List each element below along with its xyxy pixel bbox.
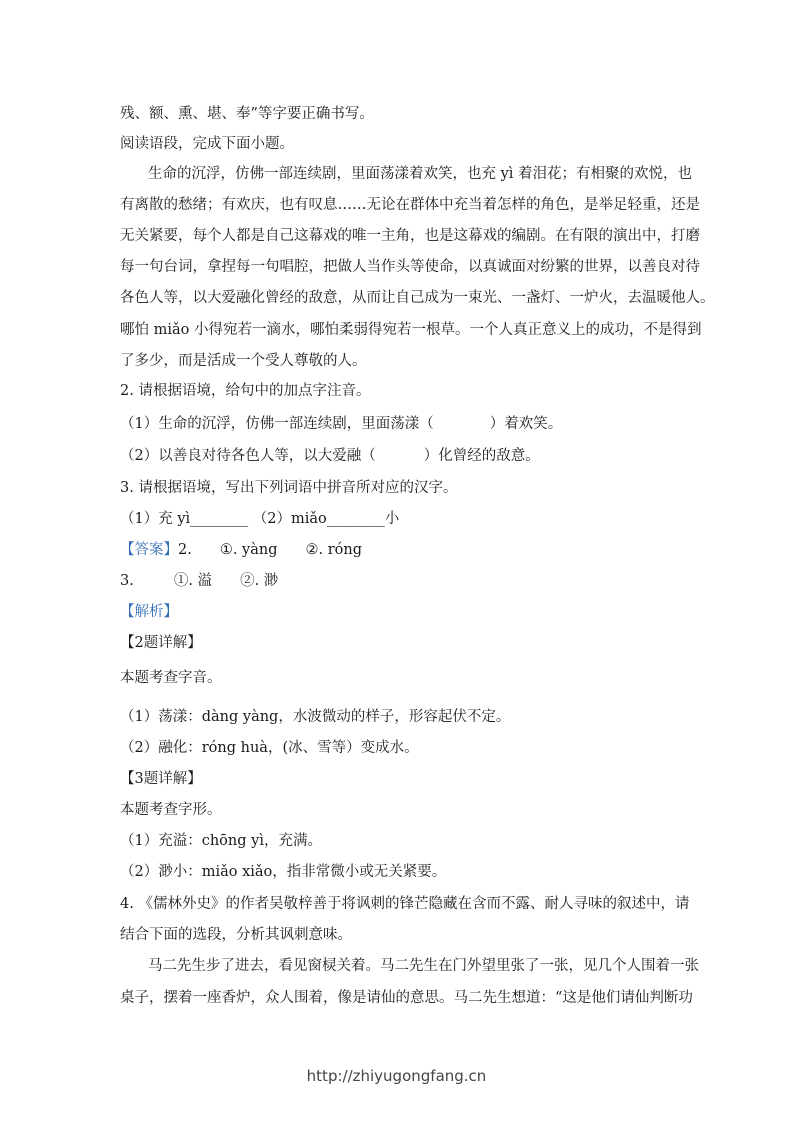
question-4: 结合下面的选段，分析其讽刺意味。 xyxy=(120,927,352,943)
answer-item: ①. 溢 xyxy=(173,573,213,589)
question-text: （1）生命的沉浮，仿佛一部连续剧，里面荡漾（ xyxy=(120,416,434,432)
instruction-line: 阅读语段，完成下面小题。 xyxy=(120,136,294,152)
answer-line xyxy=(120,540,362,560)
question-text: ）化曾经的敌意。 xyxy=(423,448,540,464)
answer-item: ②. róng xyxy=(305,542,363,558)
question-text: ）着欢笑。 xyxy=(489,416,563,432)
question-text: （2）以善良对待各色人等，以大爱融（ xyxy=(120,448,376,464)
question-2-item-2 xyxy=(120,446,540,466)
answer-number: 3. xyxy=(120,573,134,589)
answer-item: ②. 渺 xyxy=(240,573,279,589)
passage-line: 马二先生步了进去，看见窗棂关着。马二先生在门外望里张了一张，见几个人围着一张 xyxy=(148,958,699,974)
passage-line: 无关紧要，每个人都是自己这幕戏的唯一主角，也是这幕戏的编剧。在有限的演出中，打磨 xyxy=(120,228,700,244)
question-2: 2. 请根据语境，给句中的加点字注音。 xyxy=(120,383,371,399)
analysis-line: 本题考查字形。 xyxy=(120,802,222,818)
analysis-line: 本题考查字音。 xyxy=(120,670,222,686)
question-3-options: （1）充 yì________ （2）miǎo________小 xyxy=(120,511,400,527)
passage-line: 哪怕 miǎo 小得宛若一滴水，哪怕柔弱得宛若一根草。一个人真正意义上的成功，不是得到 xyxy=(120,322,702,338)
answer-line xyxy=(120,571,278,591)
passage-line: 桌子，摆着一座香炉，众人围着，像是请仙的意思。马二先生想道：“这是他们请仙判断功 xyxy=(120,990,693,1006)
text-line: 残、额、熏、堪、奉”等字要正确书写。 xyxy=(120,106,374,122)
analysis-line: （1）荡漾：dàng yàng，水波微动的样子，形容起伏不定。 xyxy=(120,709,511,725)
footer-url[interactable]: http://zhiyugongfang.cn xyxy=(306,1067,487,1085)
section-heading: 【3题详解】 xyxy=(120,771,202,787)
passage-line: 了多少，而是活成一个受人尊敬的人。 xyxy=(120,353,367,369)
passage-line: 生命的沉浮，仿佛一部连续剧，里面荡漾着欢笑，也充 yì 着泪花；有相聚的欢悦，也 xyxy=(148,166,693,182)
answer-number: 2. xyxy=(178,542,192,558)
passage-line: 有离散的愁绪；有欢庆，也有叹息……无论在群体中充当着怎样的角色，是举足轻重，还是 xyxy=(120,197,700,213)
section-heading: 【2题详解】 xyxy=(120,635,202,651)
question-3: 3. 请根据语境，写出下列词语中拼音所对应的汉字。 xyxy=(120,480,458,496)
answer-tag: 【答案】 xyxy=(120,542,178,558)
question-2-item-1 xyxy=(120,414,562,434)
passage-line: 各色人等，以大爱融化曾经的敌意，从而让自己成为一束光、一盏灯、一炉火，去温暖他人。 xyxy=(120,290,715,306)
analysis-tag: 【解析】 xyxy=(120,604,178,620)
question-4: 4. 《儒林外史》的作者吴敬梓善于将讽刺的锋芒隐藏在含而不露、耐人寻味的叙述中，请 xyxy=(120,896,690,912)
passage-line: 每一句台词，拿捏每一句唱腔，把做人当作头等使命，以真诚面对纷繁的世界，以善良对待 xyxy=(120,259,700,275)
answer-item: ①. yàng xyxy=(219,542,278,558)
analysis-line: （2）渺小：miǎo xiǎo，指非常微小或无关紧要。 xyxy=(120,864,447,880)
analysis-line: （2）融化：róng huà，(冰、雪等）变成水。 xyxy=(120,740,419,756)
analysis-line: （1）充溢：chōng yì，充满。 xyxy=(120,833,322,849)
